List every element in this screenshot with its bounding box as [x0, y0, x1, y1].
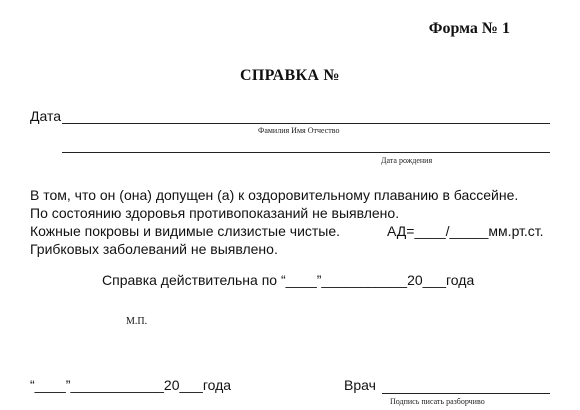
birth-date-caption: Дата рождения — [381, 156, 433, 165]
document-title: СПРАВКА № — [240, 67, 340, 84]
doctor-signature-line — [382, 393, 550, 394]
form-number: Форма № 1 — [428, 20, 510, 37]
full-name-line — [62, 123, 550, 124]
full-name-caption: Фамилия Имя Отчество — [258, 126, 340, 135]
signature-caption: Подпись писать разборчиво — [390, 397, 485, 406]
body-line-permission: В том, что он (она) допущен (а) к оздоровительному плаванию в бассейне. — [30, 187, 519, 203]
birth-date-line — [62, 152, 550, 153]
body-line-contraindications: По состоянию здоровья противопоказаний не выявлено. — [30, 205, 400, 221]
doctor-label: Врач — [344, 377, 376, 393]
date-label: Дата — [30, 108, 62, 124]
body-line-skin: Кожные покровы и видимые слизистые чистые. — [30, 223, 341, 239]
stamp-label: М.П. — [126, 316, 148, 327]
validity-text: Справка действительна по “____”___________20___года — [102, 272, 475, 288]
blood-pressure-field: АД=____/_____мм.рт.ст. — [387, 223, 544, 239]
body-line-fungal: Грибковых заболеваний не выявлено. — [30, 241, 278, 257]
issue-date: “____”____________20___года — [30, 377, 232, 393]
